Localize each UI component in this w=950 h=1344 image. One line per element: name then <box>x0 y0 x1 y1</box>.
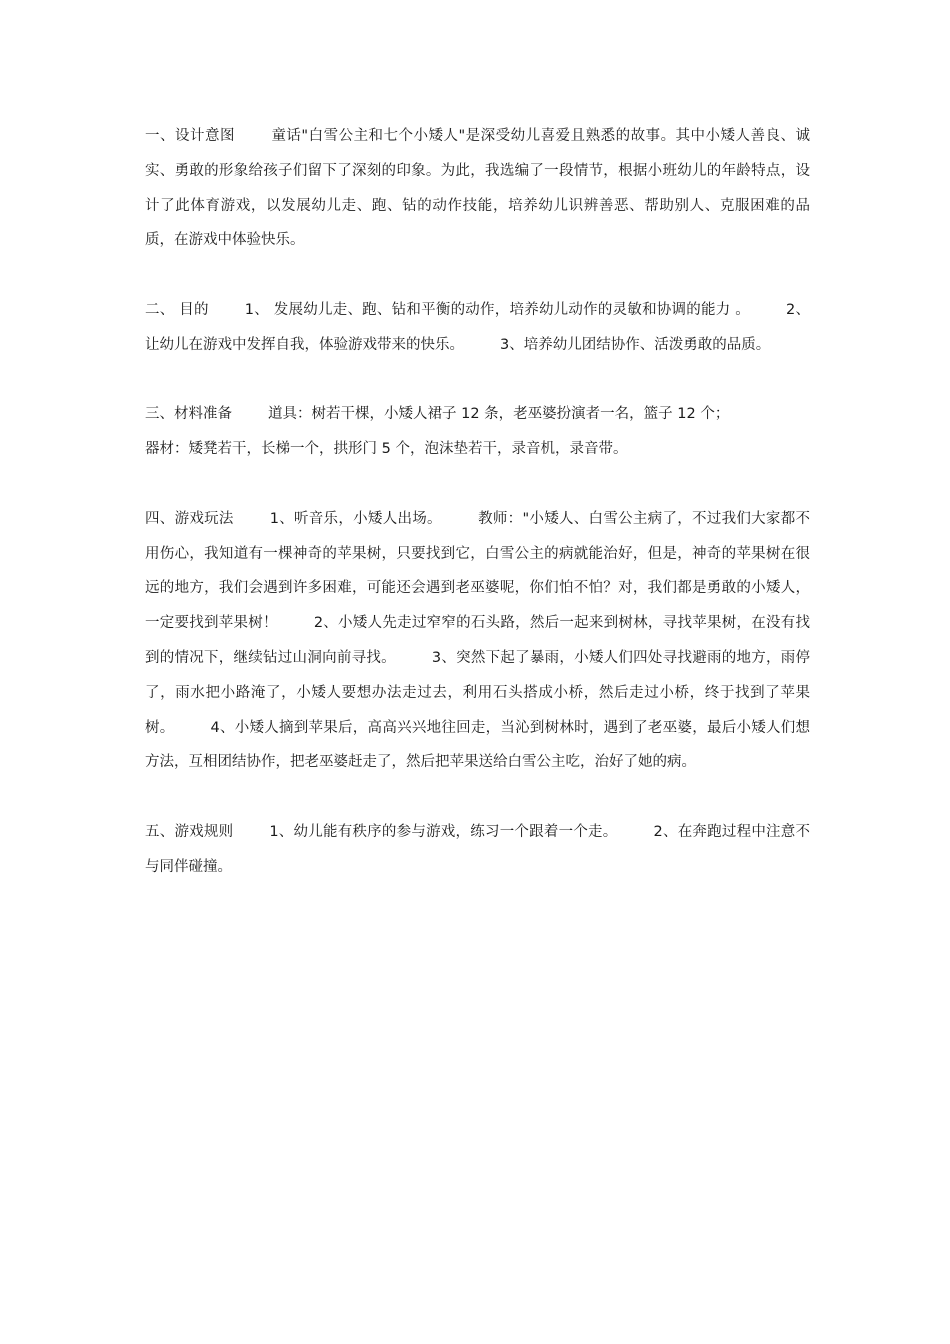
section-design-intent <box>145 119 810 258</box>
goal-item: 1、 发展幼儿走、跑、钻和平衡的动作，培养幼儿动作的灵敏和协调的能力 。 <box>244 301 751 318</box>
section-heading: 五、游戏规则 <box>145 823 234 840</box>
gameplay-step: 1、听音乐，小矮人出场。 <box>269 510 442 527</box>
gameplay-step: 4、小矮人摘到苹果后，高高兴兴地往回走，当沁到树林时，遇到了老巫婆，最后小矮人们想方法，互相团结协作，把老巫婆赶走了，然后把苹果送给白雪公主吃，治好了她的病。 <box>145 719 810 771</box>
paragraph <box>145 432 810 467</box>
section-heading: 四、游戏玩法 <box>145 510 234 527</box>
rule-item: 2、在奔跑过程中注意不与同伴碰撞。 <box>145 823 810 875</box>
materials-equipment: 器材：矮凳若干，长梯一个，拱形门 5 个，泡沫垫若干，录音机，录音带。 <box>145 441 628 458</box>
paragraph <box>145 502 810 780</box>
gameplay-step: 3、突然下起了暴雨，小矮人们四处寻找避雨的地方，雨停了，雨水把小路淹了，小矮人要想办法走过去，利用石头搭成小桥，然后走过小桥，终于找到了苹果树。 <box>145 649 810 736</box>
materials-props: 道具：树若干棵，小矮人裙子 12 条，老巫婆扮演者一名，篮子 12 个； <box>268 406 730 423</box>
paragraph <box>145 119 810 258</box>
document-body <box>145 119 810 919</box>
section-goals <box>145 293 810 363</box>
section-heading: 一、设计意图 <box>145 128 235 144</box>
gameplay-step: 2、小矮人先走过窄窄的石头路，然后一起来到树林，寻找苹果树，在没有找到的情况下，继续钻过山洞向前寻找。 <box>145 615 810 666</box>
section-text: 童话"白雪公主和七个小矮人"是深受幼儿喜爱且熟悉的故事。其中小矮人善良、诚实、勇敢的形象给孩子们留下了深刻的印象。为此，我选编了一段情节，根据小班幼儿的年龄特点，设计了此体育游戏，以发展幼儿走、跑、钻的动作技能，培养幼儿识辨善恶、帮助别人、克服困难的品质，在游戏中体验快乐。 <box>145 128 810 249</box>
rule-item: 1、幼儿能有秩序的参与游戏，练习一个跟着一个走。 <box>269 823 618 840</box>
goal-item: 3、培养幼儿团结协作、活泼勇敢的品质。 <box>500 336 771 353</box>
gameplay-step: 教师："小矮人、白雪公主病了，不过我们大家都不用伤心，我知道有一棵神奇的苹果树，只要找到它，白雪公主的病就能治好，但是，神奇的苹果树在很远的地方，我们会遇到许多困难，可能还会遇到老巫婆呢，你们怕不怕？对，我们都是勇敢的小矮人，一定要找到苹果树！ <box>145 510 810 632</box>
section-rules <box>145 815 810 885</box>
paragraph <box>145 397 810 432</box>
paragraph <box>145 293 810 363</box>
section-materials <box>145 397 810 467</box>
goal-item: 2、让幼儿在游戏中发挥自我，体验游戏带来的快乐。 <box>145 301 810 353</box>
section-heading: 三、材料准备 <box>145 406 232 423</box>
section-heading: 二、 目的 <box>145 301 209 318</box>
paragraph <box>145 815 810 885</box>
section-gameplay <box>145 502 810 780</box>
